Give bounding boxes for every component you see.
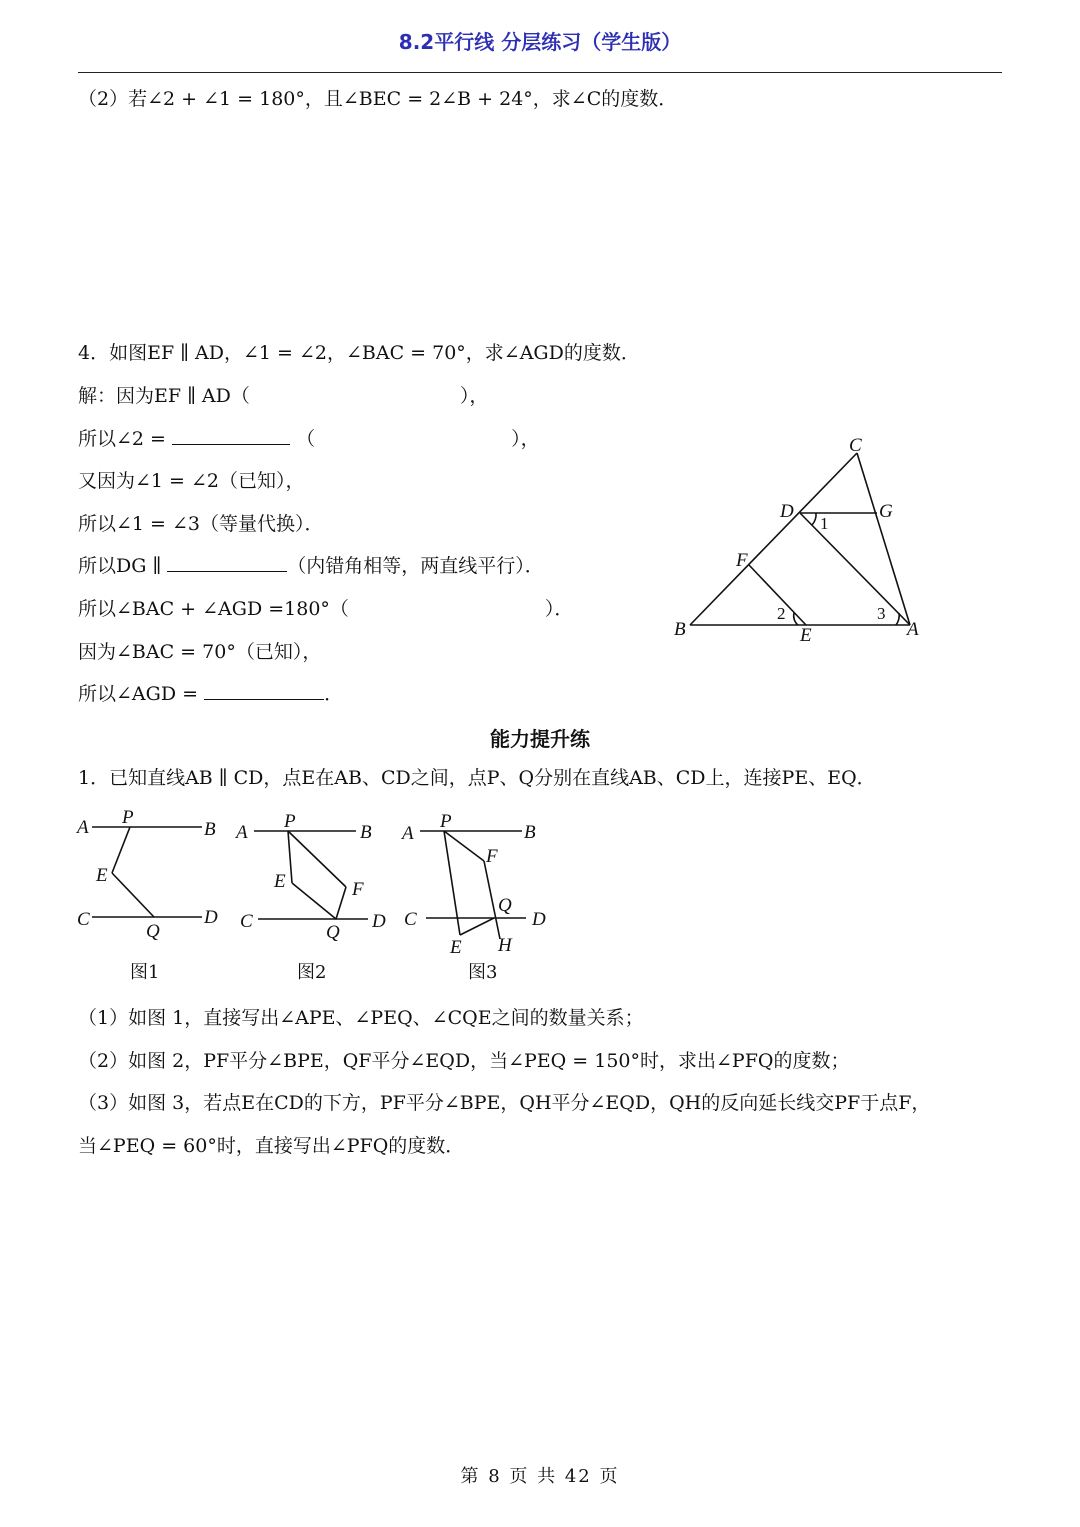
fig2-label-q: Q — [326, 922, 340, 943]
solution-line-1-text: 解：因为EF ∥ AD（ — [78, 385, 250, 407]
figure-2 — [232, 805, 402, 950]
page-header-title: 8.2平行线 分层练习（学生版） — [398, 30, 682, 54]
solution-line-8-text: 所以∠AGD = — [78, 683, 199, 705]
fig3-label-h: H — [498, 935, 512, 956]
solution-line-2-text: 所以∠2 = — [78, 428, 166, 450]
fig1-label-e: E — [96, 865, 108, 886]
label-g: G — [879, 501, 893, 522]
solution-line-5 — [78, 553, 544, 579]
label-e: E — [800, 625, 812, 646]
fig2-label-p: P — [284, 811, 296, 832]
label-angle-2: 2 — [777, 604, 786, 623]
question-1-part-1: （1）如图 1，直接写出∠APE、∠PEQ、∠CQE之间的数量关系； — [78, 1007, 644, 1029]
triangle-figure — [660, 425, 930, 650]
segment-pf — [444, 831, 484, 861]
segment-bc — [690, 453, 857, 625]
answer-blank-3[interactable] — [204, 681, 324, 700]
label-b: B — [674, 619, 686, 640]
fig1-label-c: C — [77, 909, 90, 930]
fig1-label-p: P — [122, 807, 134, 828]
fig2-label-f: F — [352, 879, 364, 900]
solution-line-1 — [78, 383, 488, 409]
fig1-label-d: D — [204, 907, 218, 928]
fig3-label-p: P — [440, 811, 452, 832]
segment-eq — [460, 918, 494, 935]
fig3-label-f: F — [486, 846, 498, 867]
segment-pe — [112, 827, 130, 873]
answer-blank-2[interactable] — [167, 553, 287, 572]
fig2-label-a: A — [236, 822, 248, 843]
solution-line-8-tail: ． — [324, 683, 344, 705]
question-1-stem: 1．已知直线AB ∥ CD，点E在AB、CD之间，点P、Q分别在直线AB、CD上，连接PE、EQ． — [78, 767, 876, 789]
fig1-label-q: Q — [146, 921, 160, 942]
solution-line-8 — [78, 681, 343, 707]
question-1-part-3: （3）如图 3，若点E在CD的下方，PF平分∠BPE，QH平分∠EQD，QH的反向延长线交PF于点F， — [78, 1092, 931, 1114]
segment-qf — [336, 887, 346, 919]
label-f: F — [736, 550, 748, 571]
question-1-part-2: （2）如图 2，PF平分∠BPE，QF平分∠EQD，当∠PEQ = 150°时，求出∠PFQ的度数； — [78, 1050, 850, 1072]
solution-line-6 — [78, 596, 573, 622]
solution-line-7: 因为∠BAC = 70°（已知）， — [78, 641, 322, 663]
label-angle-1: 1 — [820, 514, 829, 533]
fig2-label-b: B — [360, 822, 372, 843]
solution-line-6-text: 所以∠BAC + ∠AGD =180°（ — [78, 598, 349, 620]
figure-3-caption: 图3 — [468, 962, 498, 983]
segment-ca — [857, 453, 910, 625]
segment-pf — [288, 831, 346, 887]
solution-line-3: 又因为∠1 = ∠2（已知）， — [78, 470, 305, 492]
fig3-label-e: E — [450, 937, 462, 958]
question-1-part-3-cont: 当∠PEQ = 60°时，直接写出∠PFQ的度数． — [78, 1135, 465, 1157]
fig3-label-q: Q — [498, 895, 512, 916]
question-4-stem: 4．如图EF ∥ AD，∠1 = ∠2，∠BAC = 70°，求∠AGD的度数． — [78, 342, 640, 364]
figure-2-caption: 图2 — [297, 962, 327, 983]
section-title: 能力提升练 — [490, 727, 590, 751]
answer-blank-1[interactable] — [172, 426, 290, 445]
fig3-label-d: D — [532, 909, 546, 930]
solution-line-5-tail: （内错角相等，两直线平行）． — [287, 555, 544, 577]
figure-1-caption: 图1 — [130, 962, 160, 983]
figure-1 — [74, 805, 234, 945]
label-c: C — [849, 435, 862, 456]
solution-line-2-open: （ — [296, 428, 316, 450]
label-a: A — [907, 619, 919, 640]
page-footer: 第 8 页 共 42 页 — [460, 1466, 620, 1487]
segment-pe — [288, 831, 292, 883]
fig3-label-b: B — [524, 822, 536, 843]
solution-line-1-tail: ）， — [459, 385, 489, 407]
angle-arc-3 — [896, 613, 899, 625]
label-d: D — [780, 501, 794, 522]
fig3-label-c: C — [404, 909, 417, 930]
solution-line-6-tail: ）． — [544, 598, 574, 620]
fig2-label-d: D — [372, 911, 386, 932]
fig1-label-b: B — [204, 819, 216, 840]
solution-line-4: 所以∠1 = ∠3（等量代换）． — [78, 513, 324, 535]
angle-arc-1 — [812, 513, 816, 525]
solution-line-5-text: 所以DG ∥ — [78, 555, 162, 577]
label-angle-3: 3 — [877, 604, 886, 623]
segment-pe — [444, 831, 460, 935]
fig2-label-c: C — [240, 911, 253, 932]
solution-line-2 — [78, 426, 540, 452]
question-3-part-2: （2）若∠2 + ∠1 = 180°，且∠BEC = 2∠B + 24°，求∠C的度数． — [78, 88, 678, 110]
fig3-label-a: A — [402, 823, 414, 844]
fig2-label-e: E — [274, 871, 286, 892]
solution-line-2-close: ）， — [511, 428, 540, 450]
fig1-label-a: A — [77, 817, 89, 838]
figure-3 — [398, 805, 558, 960]
segment-eq — [292, 883, 336, 919]
header-divider — [78, 72, 1002, 73]
segment-eq — [112, 873, 154, 917]
